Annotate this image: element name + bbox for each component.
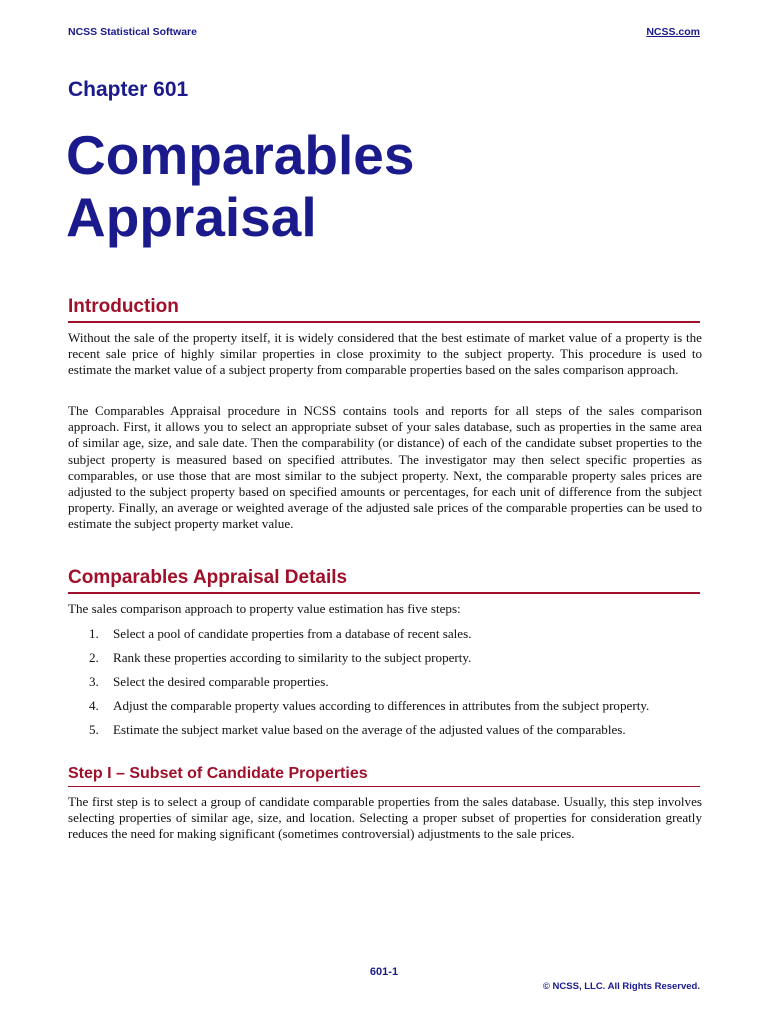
list-item bbox=[68, 674, 702, 698]
details-heading: Comparables Appraisal Details bbox=[68, 567, 700, 594]
copyright-notice: © NCSS, LLC. All Rights Reserved. bbox=[542, 981, 700, 992]
page-title-line-2: Appraisal bbox=[66, 186, 317, 248]
list-item-text: Select a pool of candidate properties from a database of recent sales. bbox=[113, 626, 472, 641]
list-item bbox=[68, 698, 702, 722]
list-item bbox=[68, 722, 702, 746]
list-item-number: 3. bbox=[89, 674, 99, 689]
list-item-text: Select the desired comparable properties. bbox=[113, 674, 329, 689]
header-website-link[interactable]: NCSS.com bbox=[646, 26, 700, 38]
chapter-label: Chapter 601 bbox=[68, 78, 189, 101]
step-1-heading: Step I – Subset of Candidate Properties bbox=[68, 765, 700, 787]
introduction-heading: Introduction bbox=[68, 296, 700, 323]
list-item-text: Estimate the subject market value based on the average of the adjusted values of the comparables. bbox=[113, 722, 626, 737]
list-item-text: Adjust the comparable property values according to differences in attributes from the subject property. bbox=[113, 698, 650, 713]
introduction-paragraph-2: The Comparables Appraisal procedure in NCSS contains tools and reports for all steps of the sales comparison approach. First, it allows you to select an appropriate subset of your sales database, such as properties in the same area of similar age, size, and sale date. Then the comparability (or distance) of each of the candidate subset properties to the subject property is measured based on specified attributes. The investigator may then select specific properties as comparables, or use those that are most similar to the subject property. Next, the comparable property sales prices are adjusted to the subject property based on specified amounts or percentages, for each unit of difference from the subject property. Finally, an average or weighted average of the adjusted sale prices of the comparable properties can be used to estimate the subject property market value. bbox=[68, 403, 702, 532]
page-title bbox=[66, 124, 414, 248]
list-item-number: 5. bbox=[89, 722, 99, 737]
step-1-paragraph: The first step is to select a group of candidate comparable properties from the sales database. Usually, this step involves selecting properties of similar age, size, and location. Selecting a proper subset of properties for consideration greatly reduces the need for making significant (sometimes controversial) adjustments to the sale prices. bbox=[68, 794, 702, 842]
steps-list bbox=[68, 626, 702, 746]
page-title-line-1: Comparables bbox=[66, 124, 415, 186]
page-number: 601-1 bbox=[369, 966, 399, 978]
list-item bbox=[68, 626, 702, 650]
list-item-number: 1. bbox=[89, 626, 99, 641]
header-software-name: NCSS Statistical Software bbox=[68, 26, 197, 38]
list-item-number: 4. bbox=[89, 698, 99, 713]
list-item bbox=[68, 650, 702, 674]
list-item-text: Rank these properties according to similarity to the subject property. bbox=[113, 650, 472, 665]
introduction-paragraph-1: Without the sale of the property itself, it is widely considered that the best estimate of market value of a property is the recent sale price of highly similar properties in close proximity to the subject property. This procedure is used to estimate the market value of a subject property from comparable properties based on the sales comparison approach. bbox=[68, 330, 702, 378]
list-item-number: 2. bbox=[89, 650, 99, 665]
details-lead-text: The sales comparison approach to property value estimation has five steps: bbox=[68, 601, 461, 616]
